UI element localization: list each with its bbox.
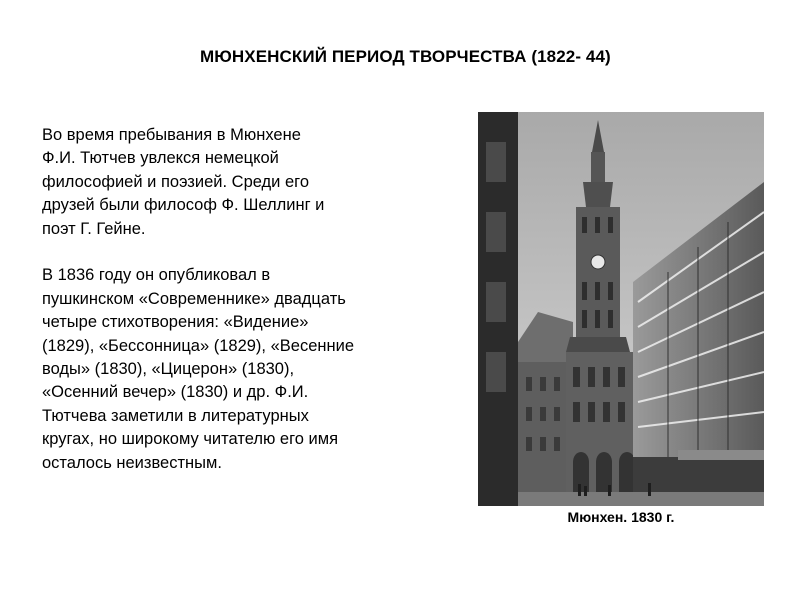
munich-photo [478, 112, 764, 506]
body-text [42, 124, 432, 498]
photo-caption: Мюнхен. 1830 г. [567, 509, 675, 525]
slide-title: МЮНХЕНСКИЙ ПЕРИОД ТВОРЧЕСТВА (1822- 44) [200, 47, 611, 66]
paragraph-1: Во время пребывания в Мюнхене Ф.И. Тютчев увлекся немецкой философией и поэзией. Среди его друзей были философ Ф. Шеллинг и поэт Г. Гейне. [42, 126, 325, 238]
munich-photo-drawing [478, 112, 764, 506]
paragraph-2: В 1836 году он опубликовал в пушкинском «Современнике» двадцать четыре стихотворения: «Видение» (1829), «Бессонница» (1829), «Весенние воды» (1830), «Цицерон» (1830), «Осенний вечер» (1830) и др. Ф.И. Тютчева заметили в литературных кругах, но широкому читателю его имя осталось неизвестным. [42, 266, 355, 472]
